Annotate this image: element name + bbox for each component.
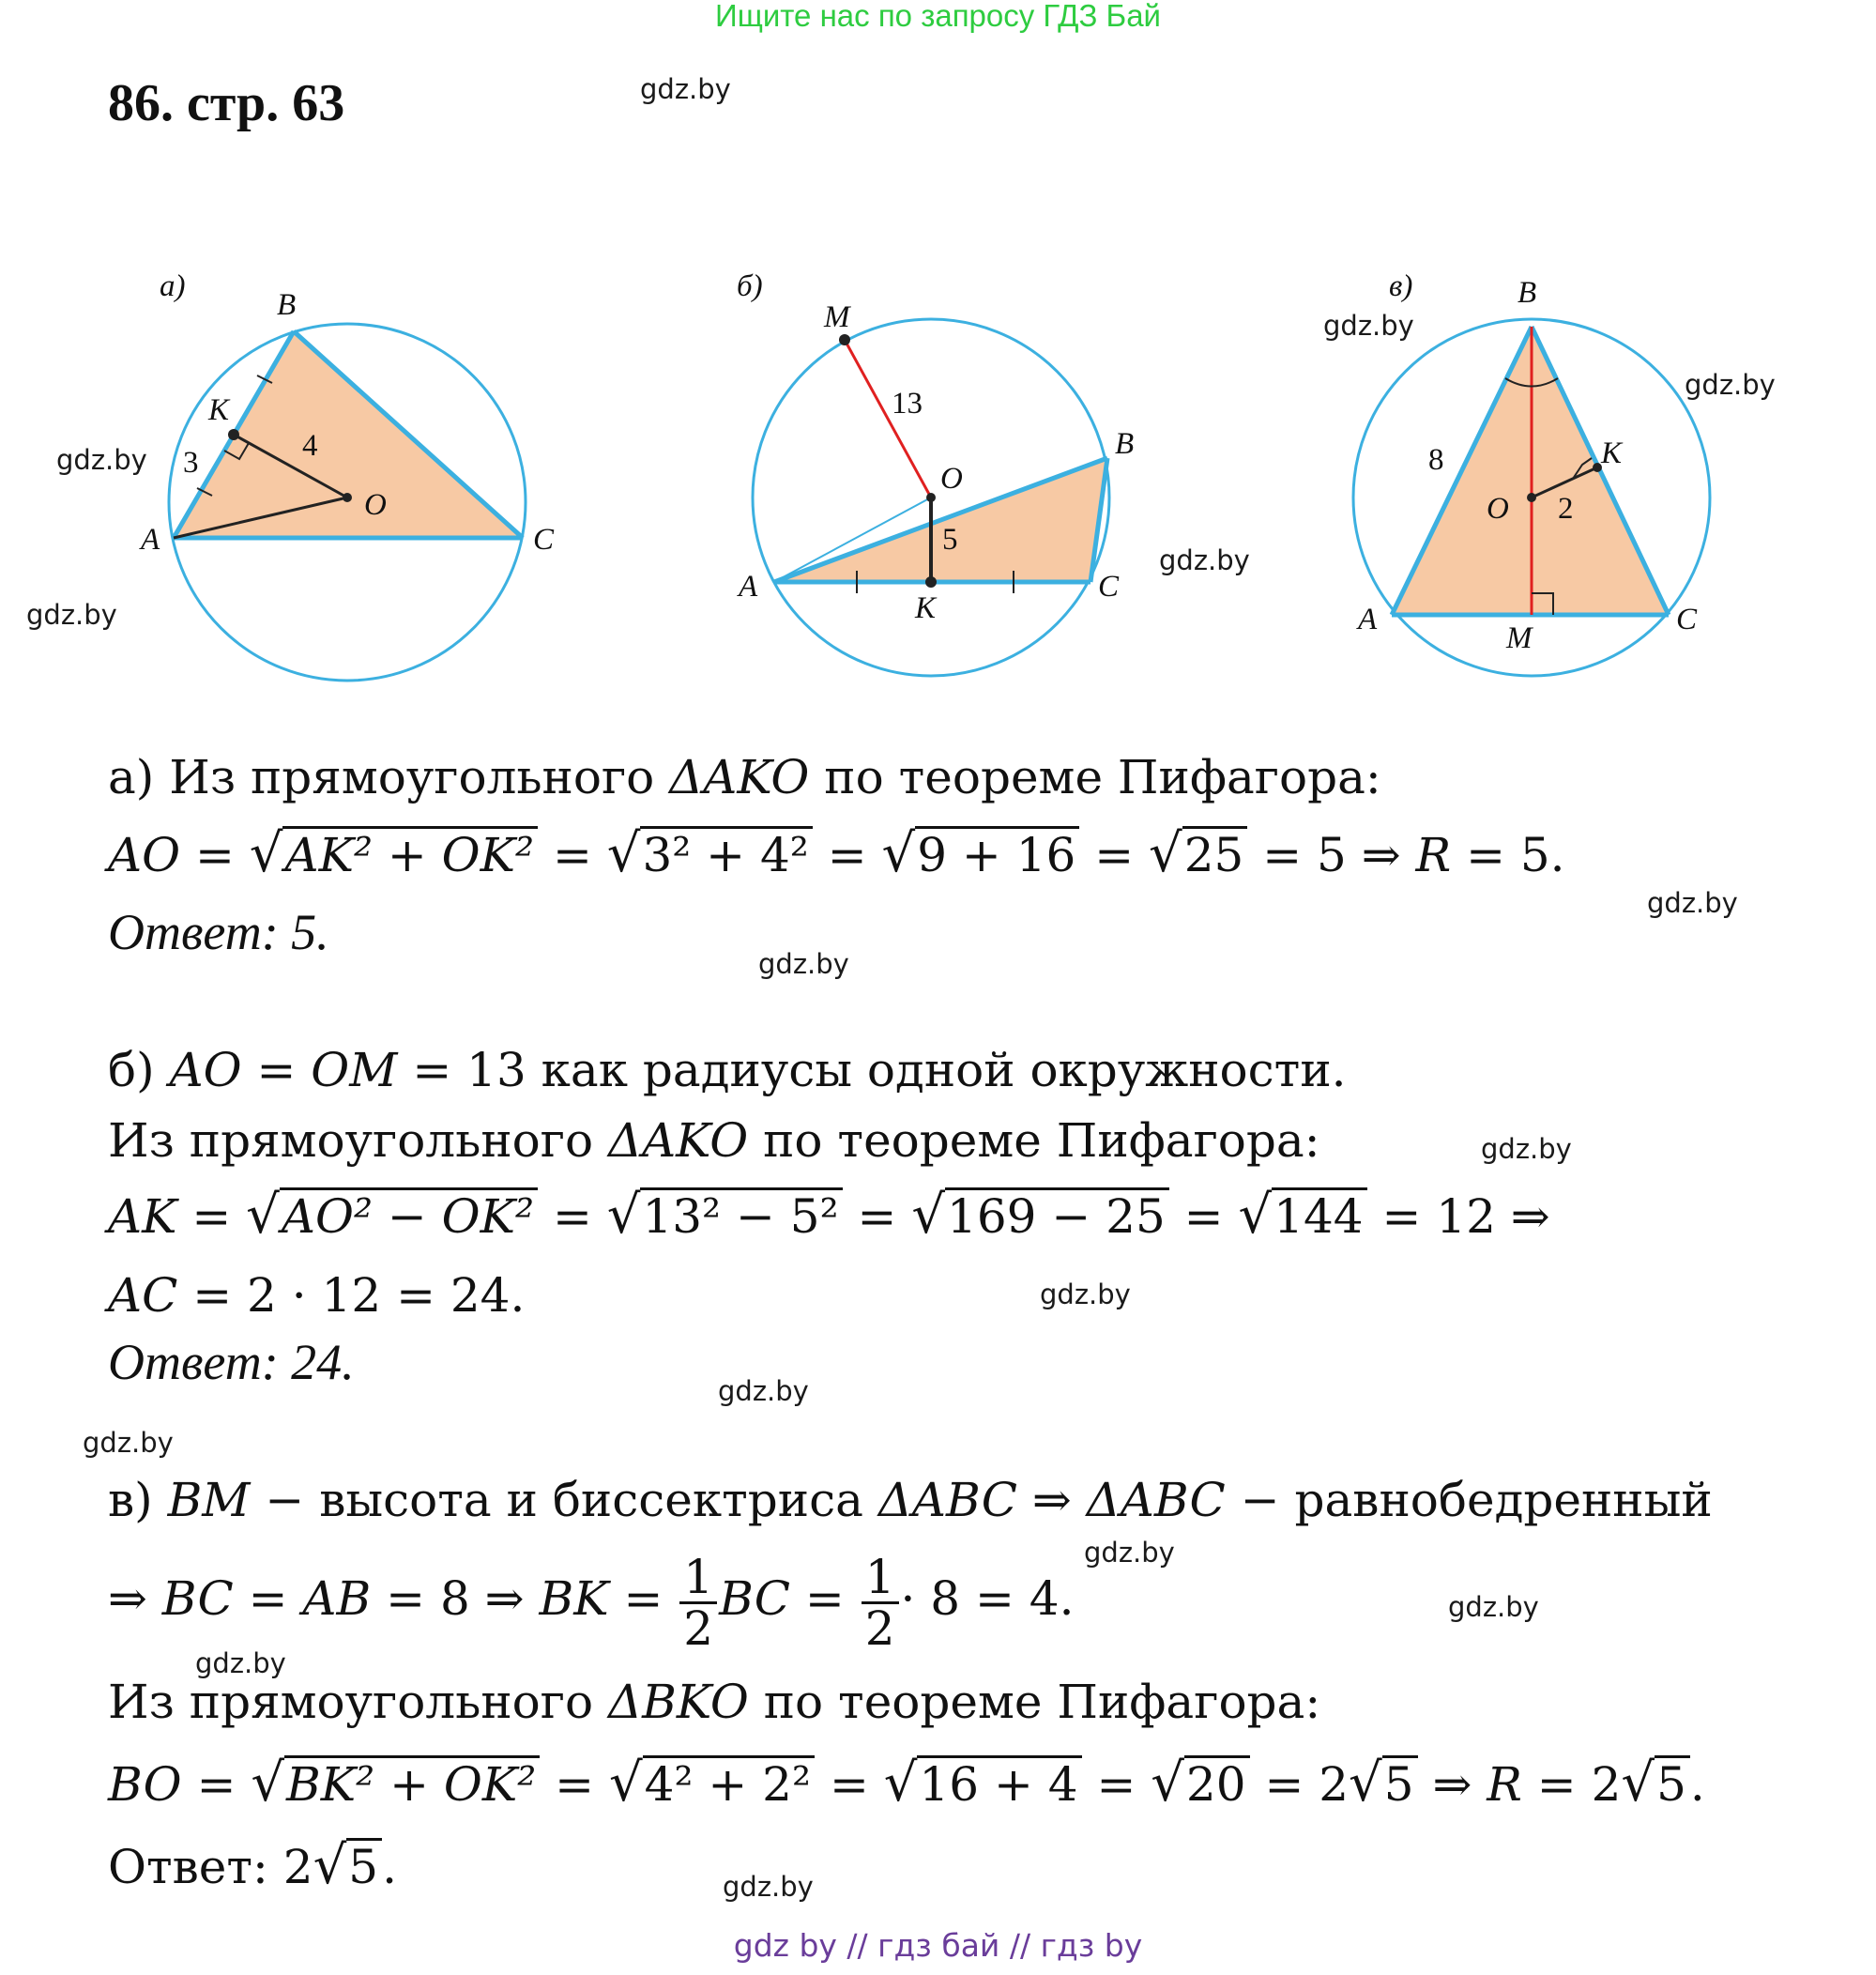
fig-c-label-a: A: [1358, 603, 1378, 636]
watermark: gdz.by: [640, 73, 731, 105]
part-b-line-1: б) AO = OM = 13 как радиусы одной окружности.: [108, 1043, 1347, 1097]
watermark: gdz.by: [195, 1647, 286, 1679]
fig-b-label-b: B: [1115, 427, 1135, 461]
watermark: gdz.by: [1448, 1591, 1539, 1623]
fig-b-label: б): [737, 269, 763, 303]
watermark: gdz.by: [83, 1427, 174, 1459]
fig-c-label-c: C: [1676, 603, 1698, 636]
watermark: gdz.by: [1685, 369, 1776, 401]
fig-c-label-k: K: [1601, 436, 1623, 470]
fig-b-point-o: [926, 493, 936, 502]
fig-b-label-5: 5: [942, 523, 958, 557]
watermark: gdz.by: [1084, 1537, 1175, 1569]
fig-a-label-4: 4: [302, 429, 318, 463]
fig-a-point-o: [343, 493, 352, 502]
watermark: gdz.by: [1040, 1278, 1131, 1310]
fig-b-label-k: K: [915, 591, 937, 625]
watermark: gdz.by: [1647, 887, 1738, 919]
part-b-answer: Ответ: 24.: [108, 1334, 355, 1390]
watermark: gdz.by: [758, 948, 849, 980]
part-c-line-3: Из прямоугольного ΔBKO по теореме Пифагора:: [108, 1675, 1321, 1729]
watermark: gdz.by: [718, 1375, 809, 1407]
watermark: gdz.by: [1481, 1133, 1572, 1165]
part-c-line-1: в) BM − высота и биссектриса ΔABC ⇒ ΔABC − равнобедренный: [108, 1473, 1713, 1527]
fig-c-label: в): [1389, 269, 1413, 303]
watermark: gdz.by: [26, 599, 117, 631]
fig-b-label-a: A: [739, 570, 758, 604]
part-c-line-2: ⇒ BC = AB = 8 ⇒ BK = $\frac{1}{2}$ BC = $\frac{1}{2}$ · 8 = 4.: [108, 1549, 1075, 1656]
fig-b-label-m: M: [824, 300, 850, 334]
fraction-half: $\frac{1}{2}$: [862, 1553, 899, 1653]
fig-a-label-o: O: [364, 488, 387, 522]
fig-c-label-2: 2: [1558, 492, 1574, 526]
watermark: gdz.by: [56, 444, 147, 476]
figure-b: [737, 269, 1134, 676]
fig-a-label-a: A: [141, 523, 160, 557]
fig-c-label-m: M: [1506, 621, 1533, 655]
fig-b-point-k: [925, 576, 937, 588]
part-a-answer: Ответ: 5.: [108, 904, 329, 960]
fig-a-label-b: B: [277, 288, 297, 322]
part-b-line-4: AC = 2 · 12 = 24.: [108, 1268, 526, 1323]
fig-c-label-b: B: [1518, 276, 1537, 310]
fig-a-label-k: K: [208, 393, 230, 427]
watermark: gdz.by: [723, 1871, 814, 1903]
figures-panel: [0, 263, 1876, 695]
fig-a-triangle-fill: [174, 331, 523, 538]
watermark: gdz.by: [1323, 310, 1414, 342]
fig-b-label-c: C: [1098, 570, 1120, 604]
watermark: gdz.by: [1159, 544, 1250, 576]
task-title: 86. стр. 63: [108, 74, 345, 132]
fig-a-label-c: C: [533, 523, 555, 557]
part-c-line-4: BO = √BK² + OK² = √4² + 2² = √16 + 4 = √20 = 2√5 ⇒ R = 2√5.: [108, 1753, 1705, 1814]
top-banner[interactable]: Ищите нас по запросу ГДЗ Бай: [715, 0, 1161, 33]
part-b-line-2: Из прямоугольного ΔAKO по теореме Пифагора:: [108, 1113, 1320, 1168]
fig-c-label-8: 8: [1428, 443, 1444, 477]
fig-b-label-o: O: [940, 462, 963, 496]
fig-a-label: а): [160, 269, 186, 303]
fig-a-point-k: [228, 429, 239, 440]
fig-c-point-o: [1527, 493, 1536, 502]
part-c-answer: Ответ: 2√5.: [108, 1835, 398, 1896]
figure-a: [139, 269, 555, 681]
fig-a-label-3: 3: [183, 446, 199, 480]
part-a-line-2: AO = √AK² + OK² = √3² + 4² = √9 + 16 = √25 = 5 ⇒ R = 5.: [108, 823, 1565, 884]
part-a-line-1: а) Из прямоугольного ΔAKO по теореме Пифагора:: [108, 750, 1381, 804]
footer-links[interactable]: gdz by // гдз бай // гдз by: [733, 1927, 1143, 1964]
fig-b-point-m: [839, 334, 850, 345]
part-b-line-3: AK = √AO² − OK² = √13² − 5² = √169 − 25 = √144 = 12 ⇒: [108, 1185, 1550, 1246]
fraction-half: $\frac{1}{2}$: [679, 1553, 717, 1653]
fig-c-label-o: O: [1487, 492, 1509, 526]
fig-b-label-13: 13: [892, 387, 923, 421]
